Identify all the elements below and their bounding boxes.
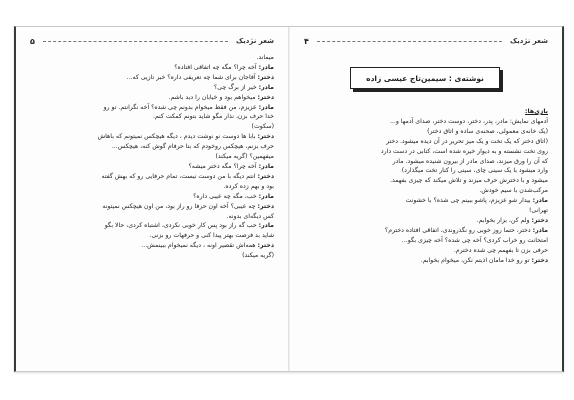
line-text: ولم کن، بزار بخوابم. <box>476 216 532 224</box>
author-box <box>350 67 500 89</box>
right-page-text <box>306 107 548 266</box>
text-line <box>32 53 274 63</box>
left-page-number: ۵ <box>30 36 35 46</box>
text-line <box>32 231 274 241</box>
speaker-label: مادر: <box>258 162 274 170</box>
text-line <box>32 172 274 182</box>
right-page-header <box>304 35 548 47</box>
text-line <box>306 157 548 167</box>
left-page-header <box>30 35 274 47</box>
text-line <box>32 142 274 152</box>
line-text: میفهمین؟ (گریه میکند) <box>215 153 274 161</box>
speaker-label: مادر: <box>258 83 274 91</box>
speaker-label: دختر: <box>257 242 274 250</box>
speaker-label: مادر: <box>532 197 548 205</box>
line-text: (اتاق دختر که یک تخت و یک میز تحریر در آن دیده میشود. دختر <box>386 137 548 145</box>
right-header-title: شعر نژدیک <box>510 37 548 45</box>
line-text: وارد میشود با یک سینی چای، سینی را کنار تخت میگذارد) <box>401 167 548 175</box>
text-line <box>306 117 548 127</box>
line-text: روی تخت نشسته و به دیوار خیره شده است، کتابی در دست دارد <box>380 147 548 155</box>
text-line <box>306 206 548 216</box>
line-text: (گریه میکند) <box>242 252 274 260</box>
left-header-title: شعر نژدیک <box>236 37 274 45</box>
speaker-label: مادر: <box>532 226 548 234</box>
line-text: مرکب‌شدن با سیم خودش. <box>479 187 548 195</box>
line-text: حب گه راز بود پس کار خوبی نکردی، اشتباه کردی، حالا بگو <box>104 222 259 230</box>
line-text: خدا حرف بزن، نذار مگو شاید بتونم کمکت کنم. <box>152 113 274 121</box>
line-text: تو رو خدا مامان اذیتم نکن، میخوام بخوابم. <box>420 256 532 264</box>
speaker-label: دختر: <box>531 256 548 264</box>
line-text: آخه چرا؟ مگه دختر میشه؟ <box>188 162 259 170</box>
document-spread <box>14 26 564 372</box>
text-line <box>32 212 274 222</box>
line-text: چه عیبی؟ آخه اون حرفا رو راز بود، من اون هیچکس نمیتونه <box>102 202 258 210</box>
left-page-text <box>32 53 274 261</box>
line-text: تهرانی! <box>528 207 548 215</box>
right-page-number: ۴ <box>304 36 309 46</box>
text-line <box>32 63 274 73</box>
text-line <box>32 251 274 261</box>
text-line <box>306 147 548 157</box>
line-text: حرفی بزن تا بفهمم چی شده دخترم. <box>453 246 548 254</box>
text-line <box>32 202 274 212</box>
speaker-label: مادر: <box>258 63 274 71</box>
text-line <box>32 192 274 202</box>
speaker-label: دختر: <box>257 202 274 210</box>
text-line <box>306 176 548 186</box>
line-text: همه‌اش تقصیر اونه ، دیگه نمیخوام ببینمش... <box>141 242 258 250</box>
line-text: دختر، حتما روز خوبی رو نگذروندی، اتفاقی افتاده دخترم؟ <box>384 226 533 234</box>
line-text: میخواهم بود و خیابان را دید باشم. <box>168 93 258 101</box>
line-text: آقاجان برای شما چه تعریفی داره؟ خبر تازیی که... <box>126 73 258 81</box>
header-rule <box>317 40 502 42</box>
header-rule <box>43 40 228 42</box>
line-text: کس دیگه‌ای بدونه. <box>226 212 274 220</box>
text-line <box>32 122 274 132</box>
text-line <box>32 93 274 103</box>
speaker-label: دختر: <box>257 133 274 141</box>
text-line <box>306 216 548 226</box>
speaker-label: دختر: <box>257 73 274 81</box>
text-line <box>32 182 274 192</box>
text-line <box>32 83 274 93</box>
text-line <box>306 246 548 256</box>
text-line <box>306 196 548 206</box>
text-line <box>32 103 274 113</box>
line-text: خب، مگه چه عیبی داره؟ <box>193 192 259 200</box>
text-line <box>306 166 548 176</box>
text-line <box>32 112 274 122</box>
line-text: میشود و با دخترش حرف میزند و تلاش میکند که چیزی بفهمد. <box>390 177 548 185</box>
text-line <box>32 152 274 162</box>
left-page <box>16 27 288 371</box>
speaker-label: مادر: <box>258 192 274 200</box>
speaker-label: مادر: <box>258 103 274 111</box>
author-label: نوشته‌ی : سیمین‌تاج عیسی زاده <box>366 73 484 83</box>
text-line <box>306 256 548 266</box>
line-text: (سکوت) <box>251 123 274 131</box>
text-line <box>32 132 274 142</box>
line-text: میماند. <box>256 54 274 61</box>
section-title: بازی‌ها: <box>525 108 548 115</box>
line-text: آخه چرا؟ مگه چه اتفاقی افتاده؟ <box>174 63 259 71</box>
line-text: (یک خانه‌ی معمولی، صحنه‌ی ساده و اتاق دختر) <box>427 127 548 135</box>
text-line <box>32 221 274 231</box>
line-text: بود و بهم زده کرده. <box>223 182 274 190</box>
line-text: امتحانت رو خراب کردی؟ آخه چی شده؟ آخه چیزی بگو... <box>401 236 548 244</box>
text-line <box>306 127 548 137</box>
text-line <box>32 162 274 172</box>
line-text: بابا ها دوست نو نوشت دیدم ، دیگه هیچکس نمیتونم که باهاش <box>97 133 258 141</box>
speaker-label: دختر: <box>257 172 274 180</box>
text-line <box>306 236 548 246</box>
speaker-label: دختر: <box>531 216 548 224</box>
right-page-lines <box>306 117 548 266</box>
line-text: بیدار شو عزیزم، پاشو ببینم چی شده؟ با خشونت <box>405 197 533 205</box>
text-line <box>32 73 274 83</box>
speaker-label: مادر: <box>258 222 274 230</box>
right-page <box>290 27 562 371</box>
line-text: شاید بد فرصت بهتر پیدا کنی و حرفهات رو بزنی. <box>149 232 274 240</box>
line-text: که آن را ورق میزند، صدای مادر از بیرون شنیده میشود. مادر <box>392 157 548 165</box>
line-text: عزیزم، من فقط میخوام بدونم چی شده؟ آخه نگرانتم. تو رو <box>103 103 259 111</box>
text-line <box>306 186 548 196</box>
line-text: خیر از برگ چی؟ <box>214 83 259 91</box>
line-text: انتم دیگه با من دوست نیست، تمام حرفایی رو که بهش گفته <box>101 172 258 180</box>
line-text: حرف بزنم، هیچکس روخودم که بتا حرفام گوش کنه، هیچکس... <box>111 143 274 151</box>
text-line <box>306 226 548 236</box>
text-line <box>32 241 274 251</box>
text-line <box>306 137 548 147</box>
line-text: آدمهای نمایش: مادر، پدر، دختر، دوست دختر، صدای آدمها و... <box>389 117 548 125</box>
speaker-label: دختر: <box>257 93 274 101</box>
